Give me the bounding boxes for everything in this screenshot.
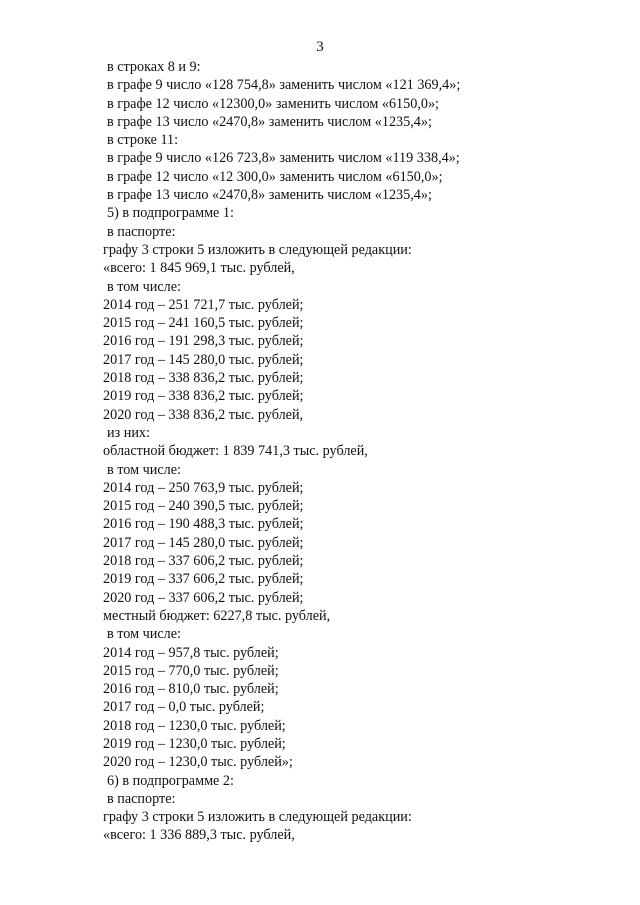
- text-line: областной бюджет: 1 839 741,3 тыс. рублей,: [103, 443, 368, 460]
- text-line: 2019 год – 1230,0 тыс. рублей;: [103, 735, 286, 752]
- text-line: 2016 год – 810,0 тыс. рублей;: [103, 681, 279, 698]
- text-line: 2019 год – 338 836,2 тыс. рублей;: [103, 388, 304, 405]
- text-line: графу 3 строки 5 изложить в следующей редакции:: [103, 809, 412, 826]
- document-body: [103, 58, 623, 845]
- text-line: в строке 11:: [107, 132, 179, 149]
- text-line: 2014 год – 250 763,9 тыс. рублей;: [103, 479, 304, 496]
- text-line: 2015 год – 240 390,5 тыс. рублей;: [103, 498, 304, 515]
- text-line: 2015 год – 770,0 тыс. рублей;: [103, 662, 279, 679]
- text-line: в графе 12 число «12300,0» заменить числом «6150,0»;: [107, 95, 439, 112]
- text-line: в паспорте:: [107, 790, 176, 807]
- text-line: 2016 год – 190 488,3 тыс. рублей;: [103, 516, 304, 533]
- text-line: в графе 12 число «12 300,0» заменить числом «6150,0»;: [107, 168, 443, 185]
- text-line: 2018 год – 1230,0 тыс. рублей;: [103, 717, 286, 734]
- text-line: из них:: [107, 424, 150, 441]
- text-line: в том числе:: [107, 461, 181, 478]
- text-line: 2020 год – 338 836,2 тыс. рублей,: [103, 406, 304, 423]
- text-line: графу 3 строки 5 изложить в следующей редакции:: [103, 241, 412, 258]
- text-line: 2019 год – 337 606,2 тыс. рублей;: [103, 571, 304, 588]
- text-line: 2018 год – 338 836,2 тыс. рублей;: [103, 370, 304, 387]
- text-line: 2014 год – 251 721,7 тыс. рублей;: [103, 296, 304, 313]
- text-line: 2015 год – 241 160,5 тыс. рублей;: [103, 315, 304, 332]
- text-line: «всего: 1 845 969,1 тыс. рублей,: [103, 260, 295, 277]
- text-line: в графе 13 число «2470,8» заменить числом «1235,4»;: [107, 187, 432, 204]
- text-line: местный бюджет: 6227,8 тыс. рублей,: [103, 607, 331, 624]
- text-line: в графе 9 число «128 754,8» заменить числом «121 369,4»;: [107, 77, 461, 94]
- text-line: в том числе:: [107, 626, 181, 643]
- text-line: 2018 год – 337 606,2 тыс. рублей;: [103, 553, 304, 570]
- text-line: 2017 год – 0,0 тыс. рублей;: [103, 699, 265, 716]
- text-line: 2017 год – 145 280,0 тыс. рублей;: [103, 351, 304, 368]
- text-line: в том числе:: [107, 278, 181, 295]
- text-line: 2016 год – 191 298,3 тыс. рублей;: [103, 333, 304, 350]
- text-line: 2014 год – 957,8 тыс. рублей;: [103, 644, 279, 661]
- text-line: в графе 9 число «126 723,8» заменить числом «119 338,4»;: [107, 150, 460, 167]
- text-line: в строках 8 и 9:: [107, 59, 201, 75]
- page-number: 3: [316, 39, 324, 55]
- text-line: в графе 13 число «2470,8» заменить числом «1235,4»;: [107, 113, 432, 130]
- text-line: 5) в подпрограмме 1:: [107, 205, 234, 222]
- text-line: 2017 год – 145 280,0 тыс. рублей;: [103, 534, 304, 551]
- text-line: 2020 год – 1230,0 тыс. рублей»;: [103, 754, 293, 771]
- text-line: в паспорте:: [107, 223, 176, 240]
- text-line: «всего: 1 336 889,3 тыс. рублей,: [103, 827, 295, 844]
- text-line: 6) в подпрограмме 2:: [107, 772, 234, 789]
- text-line: 2020 год – 337 606,2 тыс. рублей;: [103, 589, 304, 606]
